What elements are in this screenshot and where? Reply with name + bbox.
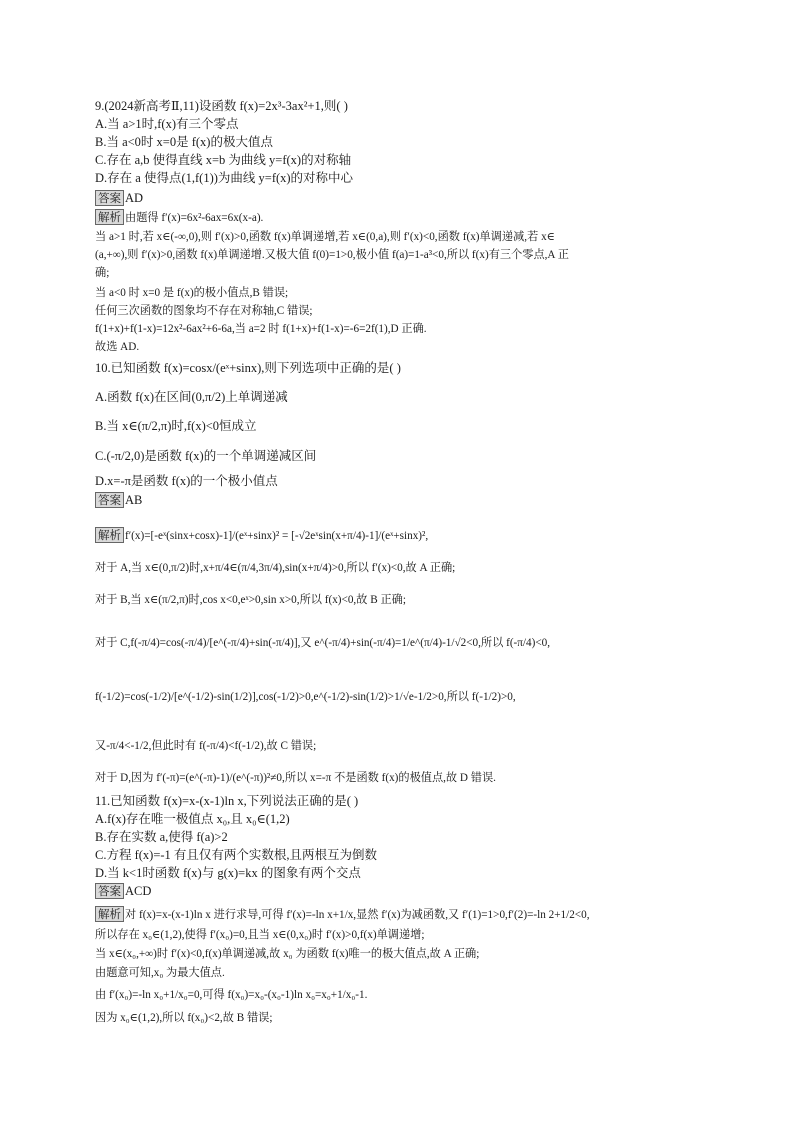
line-text: D.x=-π是函数 f(x)的一个极小值点 (95, 474, 278, 488)
line-text: 9.(2024新高考Ⅱ,11)设函数 f(x)=2x³-3ax²+1,则( ) (95, 99, 348, 113)
text-line (95, 1010, 715, 1026)
text-line (95, 360, 715, 376)
text-line (95, 321, 715, 337)
line-text: 11.已知函数 f(x)=x-(x-1)ln x,下列说法正确的是( ) (95, 794, 359, 808)
analysis-line (95, 209, 715, 226)
line-text: A.当 a>1时,f(x)有三个零点 (95, 117, 239, 131)
text-line (95, 389, 715, 405)
text-line (95, 229, 715, 245)
line-text: D.存在 a 使得点(1,f(1))为曲线 y=f(x)的对称中心 (95, 171, 354, 185)
text-line (95, 829, 715, 845)
line-text: (a,+∞),则 f′(x)>0,函数 f(x)单调递增.又极大值 f(0)=1>0,极小值 f(a)=1-a³<0,所以 f(x)有三个零点,A 正 (95, 249, 569, 261)
text-line (95, 265, 715, 281)
answer-line (95, 190, 715, 206)
line-text: B.当 x∈(π/2,π)时,f(x)<0恒成立 (95, 419, 257, 433)
line-text: ACD (125, 884, 152, 898)
text-line (95, 592, 715, 608)
text-line (95, 134, 715, 150)
line-text: 任何三次函数的图象均不存在对称轴,C 错误; (95, 305, 313, 317)
text-line (95, 689, 715, 705)
text-line (95, 170, 715, 186)
text-line (95, 98, 715, 114)
line-text: 对 f(x)=x-(x-1)ln x 进行求导,可得 f′(x)=-ln x+1/x,显然 f′(x)为减函数,又 f′(1)=1>0,f′(2)=-ln 2+1/2<0, (125, 909, 590, 921)
text-line (95, 793, 715, 809)
text-line (95, 927, 715, 943)
line-text: 由题意可知,x₀ 为最大值点. (95, 967, 225, 979)
line-text: C.方程 f(x)=-1 有且仅有两个实数根,且两根互为倒数 (95, 848, 378, 862)
line-text: 又-π/4<-1/2,但此时有 f(-π/4)<f(-1/2),故 C 错误; (95, 740, 317, 752)
answer-tag: 答案 (95, 883, 124, 899)
text-line (95, 247, 715, 263)
text-line (95, 560, 715, 576)
line-text: C.(-π/2,0)是函数 f(x)的一个单调递减区间 (95, 449, 317, 463)
text-line (95, 303, 715, 319)
line-text: AD (125, 191, 144, 205)
line-text: 确; (95, 267, 110, 279)
line-text: f(1+x)+f(1-x)=12x²-6ax²+6-6a,当 a=2 时 f(1+x)+f(1-x)=-6=2f(1),D 正确. (95, 323, 427, 335)
line-text: 故选 AD. (95, 341, 140, 353)
line-text: 所以存在 x₀∈(1,2),使得 f′(x₀)=0,且当 x∈(0,x₀)时 f′(x)>0,f(x)单调递增; (95, 929, 425, 941)
analysis-tag: 解析 (95, 906, 124, 922)
line-text: 由题得 f′(x)=6x²-6ax=6x(x-a). (125, 212, 264, 224)
text-line (95, 770, 715, 786)
line-text: 对于 D,因为 f′(-π)=(e^(-π)-1)/(e^(-π))²≠0,所以 x=-π 不是函数 f(x)的极值点,故 D 错误. (95, 772, 496, 784)
analysis-line (95, 527, 715, 544)
line-text: 对于 C,f(-π/4)=cos(-π/4)/[e^(-π/4)+sin(-π/4)],又 e^(-π/4)+sin(-π/4)=1/e^(π/4)-1/√2<0,所以 f(-π/4)<0, (95, 637, 551, 649)
line-text: C.存在 a,b 使得直线 x=b 为曲线 y=f(x)的对称轴 (95, 153, 352, 167)
text-line (95, 965, 715, 981)
line-text: A.f(x)存在唯一极值点 x₀,且 x₀∈(1,2) (95, 812, 290, 826)
text-line (95, 473, 715, 489)
line-text: 当 a<0 时 x=0 是 f(x)的极小值点,B 错误; (95, 287, 289, 299)
line-text: 对于 A,当 x∈(0,π/2)时,x+π/4∈(π/4,3π/4),sin(x+π/4)>0,所以 f′(x)<0,故 A 正确; (95, 562, 456, 574)
line-text: B.存在实数 a,使得 f(a)>2 (95, 830, 228, 844)
line-text: A.函数 f(x)在区间(0,π/2)上单调递减 (95, 390, 288, 404)
text-line (95, 946, 715, 962)
text-line (95, 811, 715, 827)
line-text: D.当 k<1时函数 f(x)与 g(x)=kx 的图象有两个交点 (95, 866, 361, 880)
text-line (95, 738, 715, 754)
text-line (95, 418, 715, 434)
text-line (95, 285, 715, 301)
text-line (95, 116, 715, 132)
analysis-tag: 解析 (95, 209, 124, 225)
line-text: B.当 a<0时 x=0是 f(x)的极大值点 (95, 135, 273, 149)
text-line (95, 448, 715, 464)
text-line (95, 847, 715, 863)
answer-tag: 答案 (95, 190, 124, 206)
answer-line (95, 883, 715, 899)
line-text: 由 f′(x₀)=-ln x₀+1/x₀=0,可得 f(x₀)=x₀-(x₀-1)ln x₀=x₀+1/x₀-1. (95, 989, 368, 1001)
line-text: f(-1/2)=cos(-1/2)/[e^(-1/2)-sin(1/2)],cos(-1/2)>0,e^(-1/2)-sin(1/2)>1/√e-1/2>0,所以 f(-1/2)>0, (95, 691, 516, 703)
answer-line (95, 492, 715, 508)
line-text: AB (125, 493, 143, 507)
analysis-line (95, 906, 715, 923)
answer-tag: 答案 (95, 492, 124, 508)
text-line (95, 339, 715, 355)
text-line (95, 635, 715, 651)
analysis-tag: 解析 (95, 527, 124, 543)
line-text: 因为 x₀∈(1,2),所以 f(x₀)<2,故 B 错误; (95, 1012, 273, 1024)
text-line (95, 987, 715, 1003)
text-line (95, 152, 715, 168)
line-text: 当 x∈(x₀,+∞)时 f′(x)<0,f(x)单调递减,故 x₀ 为函数 f(x)唯一的极大值点,故 A 正确; (95, 948, 480, 960)
line-text: 10.已知函数 f(x)=cosx/(eˣ+sinx),则下列选项中正确的是( ) (95, 361, 401, 375)
line-text: 对于 B,当 x∈(π/2,π)时,cos x<0,eˣ>0,sin x>0,所以 f(x)<0,故 B 正确; (95, 594, 406, 606)
text-line (95, 865, 715, 881)
line-text: f′(x)=[-eˣ(sinx+cosx)-1]/(eˣ+sinx)² = [-√2eˣsin(x+π/4)-1]/(eˣ+sinx)², (125, 530, 429, 542)
line-text: 当 a>1 时,若 x∈(-∞,0),则 f′(x)>0,函数 f(x)单调递增,若 x∈(0,a),则 f′(x)<0,函数 f(x)单调递减,若 x∈ (95, 231, 555, 243)
